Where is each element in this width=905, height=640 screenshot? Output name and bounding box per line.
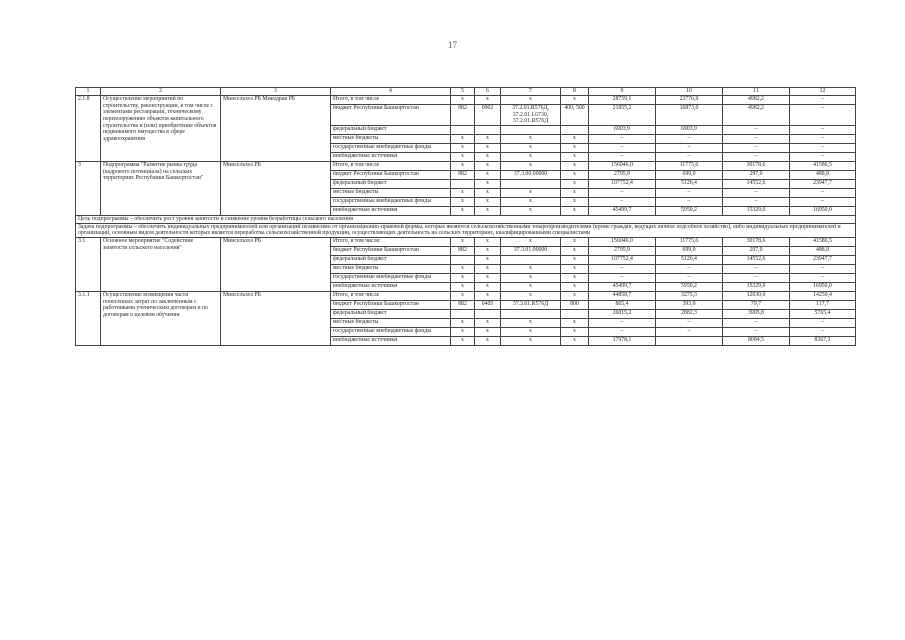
code-cell: х bbox=[475, 206, 501, 215]
amount-cell: – bbox=[656, 264, 723, 273]
funding-source: местные бюджеты bbox=[331, 188, 451, 197]
code-cell: 37.3.01.00000 bbox=[501, 246, 561, 255]
code-cell: х bbox=[451, 273, 475, 282]
amount-cell: 5950,2 bbox=[656, 206, 723, 215]
code-cell: 400, 500 bbox=[561, 105, 589, 126]
code-cell: 37.2.01.R576Д, 37.2.01.L6730, 37.2.01.R576Д bbox=[501, 105, 561, 126]
code-cell: х bbox=[501, 291, 561, 300]
amount-cell: 21855,2 bbox=[589, 105, 656, 126]
amount-cell: – bbox=[790, 273, 856, 282]
row-number: 3 bbox=[76, 161, 101, 215]
amount-cell: 2882,3 bbox=[656, 309, 723, 318]
funding-source: Итого, в том числе bbox=[331, 291, 451, 300]
code-cell: х bbox=[475, 282, 501, 291]
amount-cell: – bbox=[656, 197, 723, 206]
code-cell bbox=[475, 125, 501, 134]
amount-cell: 12030,0 bbox=[723, 291, 790, 300]
code-cell: х bbox=[561, 264, 589, 273]
funding-source: государственные внебюджетные фонды bbox=[331, 327, 451, 336]
amount-cell: 2795,9 bbox=[589, 246, 656, 255]
amount-cell: – bbox=[656, 327, 723, 336]
amount-cell: 14552,6 bbox=[723, 255, 790, 264]
amount-cell: 26015,2 bbox=[589, 309, 656, 318]
amount-cell: – bbox=[656, 318, 723, 327]
header-cell-2: 2 bbox=[101, 88, 221, 96]
amount-cell: – bbox=[723, 318, 790, 327]
funding-source: Итого, в том числе: bbox=[331, 237, 451, 246]
amount-cell: 14250,4 bbox=[790, 291, 856, 300]
code-cell: х bbox=[501, 237, 561, 246]
amount-cell: 79,7 bbox=[723, 300, 790, 309]
executor: Минсельхоз РБ bbox=[221, 237, 331, 291]
amount-cell: 156046,0 bbox=[589, 237, 656, 246]
amount-cell: – bbox=[589, 143, 656, 152]
amount-cell: – bbox=[723, 327, 790, 336]
code-cell: х bbox=[475, 264, 501, 273]
header-cell-10: 10 bbox=[656, 88, 723, 96]
amount-cell: 107752,4 bbox=[589, 179, 656, 188]
header-cell-8: 8 bbox=[561, 88, 589, 96]
code-cell: х bbox=[451, 188, 475, 197]
code-cell: х bbox=[561, 273, 589, 282]
code-cell: х bbox=[451, 318, 475, 327]
amount-cell: – bbox=[790, 105, 856, 126]
amount-cell: – bbox=[589, 327, 656, 336]
funding-source: внебюджетные источники bbox=[331, 336, 451, 345]
header-cell-6: 6 bbox=[475, 88, 501, 96]
amount-cell: – bbox=[790, 125, 856, 134]
code-cell: 882 bbox=[451, 300, 475, 309]
measure-name: Осуществление мероприятий по строительству, реконструкции, в том числе с элементами реставрации, техническому перевооружению объектов капитального строительства и (или) приобретение объектов недвижимого имущества в сфере здравоохранения bbox=[101, 96, 221, 162]
funding-source: внебюджетные источники bbox=[331, 282, 451, 291]
code-cell bbox=[451, 179, 475, 188]
amount-cell: 117,7 bbox=[790, 300, 856, 309]
code-cell: х bbox=[475, 336, 501, 345]
amount-cell: 5950,2 bbox=[656, 282, 723, 291]
code-cell: х bbox=[501, 152, 561, 161]
funding-source: бюджет Республики Башкортостан bbox=[331, 170, 451, 179]
program-table bbox=[75, 87, 856, 346]
code-cell: х bbox=[475, 237, 501, 246]
code-cell: х bbox=[501, 264, 561, 273]
code-cell: х bbox=[475, 152, 501, 161]
code-cell: х bbox=[501, 206, 561, 215]
table-row bbox=[76, 161, 856, 170]
amount-cell: 156046,0 bbox=[589, 161, 656, 170]
code-cell: 882 bbox=[451, 170, 475, 179]
amount-cell: – bbox=[790, 188, 856, 197]
code-cell: х bbox=[561, 161, 589, 170]
amount-cell: 2795,9 bbox=[589, 170, 656, 179]
header-cell-3: 3 bbox=[221, 88, 331, 96]
amount-cell: – bbox=[790, 152, 856, 161]
executor: Минсельхоз РБ bbox=[221, 291, 331, 345]
executor: Минсельхоз РБ bbox=[221, 161, 331, 215]
amount-cell: – bbox=[723, 143, 790, 152]
amount-cell: – bbox=[723, 152, 790, 161]
code-cell: х bbox=[451, 237, 475, 246]
amount-cell: 45499,7 bbox=[589, 206, 656, 215]
header-cell-1: 1 bbox=[76, 88, 101, 96]
amount-cell: 5126,4 bbox=[656, 179, 723, 188]
amount-cell: 16873,0 bbox=[656, 105, 723, 126]
row-number: 3.1.1 bbox=[76, 291, 101, 345]
code-cell bbox=[451, 125, 475, 134]
funding-source: федеральный бюджет bbox=[331, 309, 451, 318]
amount-cell: – bbox=[656, 134, 723, 143]
funding-source: местные бюджеты bbox=[331, 134, 451, 143]
code-cell: х bbox=[451, 143, 475, 152]
code-cell: х bbox=[475, 96, 501, 105]
amount-cell: 865,4 bbox=[589, 300, 656, 309]
code-cell: х bbox=[501, 197, 561, 206]
amount-cell: 5126,4 bbox=[656, 255, 723, 264]
amount-cell: 6903,9 bbox=[656, 125, 723, 134]
goal-text: Цель подпрограммы – обеспечить рост уровня занятости и снижение уровня безработицы сельского населения bbox=[76, 215, 856, 223]
code-cell: х bbox=[475, 197, 501, 206]
amount-cell: 699,0 bbox=[656, 246, 723, 255]
amount-cell: – bbox=[589, 264, 656, 273]
code-cell: х bbox=[475, 188, 501, 197]
amount-cell: – bbox=[656, 152, 723, 161]
amount-cell: 30178,6 bbox=[723, 237, 790, 246]
amount-cell: – bbox=[790, 327, 856, 336]
amount-cell: – bbox=[790, 134, 856, 143]
amount-cell: – bbox=[656, 188, 723, 197]
amount-cell: 41586,5 bbox=[790, 161, 856, 170]
code-cell: х bbox=[501, 143, 561, 152]
table-row bbox=[76, 291, 856, 300]
funding-source: местные бюджеты bbox=[331, 264, 451, 273]
funding-source: бюджет Республики Башкортостан bbox=[331, 105, 451, 126]
measure-name: Осуществление возмещения части понесенных затрат по заключенным с работниками ученическим договорам и по договорам о целевом обучении bbox=[101, 291, 221, 345]
amount-cell: 3275,3 bbox=[656, 291, 723, 300]
amount-cell: 16950,0 bbox=[790, 206, 856, 215]
code-cell bbox=[451, 255, 475, 264]
row-number: 3.1 bbox=[76, 237, 101, 291]
amount-cell: – bbox=[723, 197, 790, 206]
amount-cell: 15329,0 bbox=[723, 206, 790, 215]
header-cell-11: 11 bbox=[723, 88, 790, 96]
row-number: 2.1.8 bbox=[76, 96, 101, 162]
code-cell: х bbox=[561, 206, 589, 215]
funding-source: Итого, в том числе bbox=[331, 96, 451, 105]
code-cell: 0405 bbox=[475, 300, 501, 309]
code-cell bbox=[501, 179, 561, 188]
code-cell: х bbox=[475, 255, 501, 264]
code-cell: х bbox=[501, 336, 561, 345]
code-cell: х bbox=[451, 197, 475, 206]
table-row bbox=[76, 96, 856, 105]
amount-cell: – bbox=[589, 134, 656, 143]
code-cell: х bbox=[501, 282, 561, 291]
amount-cell: 393,0 bbox=[656, 300, 723, 309]
funding-source: внебюджетные источники bbox=[331, 206, 451, 215]
amount-cell: 5765,4 bbox=[790, 309, 856, 318]
code-cell: х bbox=[561, 170, 589, 179]
code-cell: х bbox=[561, 96, 589, 105]
goal-row bbox=[76, 215, 856, 223]
code-cell: х bbox=[561, 336, 589, 345]
code-cell: х bbox=[475, 170, 501, 179]
code-cell: х bbox=[475, 161, 501, 170]
amount-cell: 17978,1 bbox=[589, 336, 656, 345]
executor: Минсельхоз РБ Минздрав РБ bbox=[221, 96, 331, 162]
code-cell bbox=[501, 125, 561, 134]
code-cell: х bbox=[561, 179, 589, 188]
code-cell: х bbox=[561, 197, 589, 206]
amount-cell: – bbox=[723, 188, 790, 197]
code-cell: х bbox=[561, 188, 589, 197]
funding-source: бюджет Республики Башкортостан bbox=[331, 300, 451, 309]
code-cell: х bbox=[451, 96, 475, 105]
code-cell bbox=[475, 309, 501, 318]
amount-cell: 30178,6 bbox=[723, 161, 790, 170]
header-cell-5: 5 bbox=[451, 88, 475, 96]
task-row bbox=[76, 223, 856, 237]
code-cell: х bbox=[475, 143, 501, 152]
code-cell: х bbox=[561, 318, 589, 327]
amount-cell: 23947,7 bbox=[790, 179, 856, 188]
amount-cell: 41586,5 bbox=[790, 237, 856, 246]
amount-cell: – bbox=[656, 273, 723, 282]
amount-cell: 14552,6 bbox=[723, 179, 790, 188]
code-cell: х bbox=[561, 282, 589, 291]
amount-cell: – bbox=[790, 96, 856, 105]
amount-cell: 28759,1 bbox=[589, 96, 656, 105]
code-cell bbox=[561, 125, 589, 134]
amount-cell: – bbox=[723, 264, 790, 273]
code-cell: х bbox=[475, 291, 501, 300]
code-cell: 882 bbox=[451, 246, 475, 255]
code-cell: х bbox=[501, 188, 561, 197]
code-cell: х bbox=[561, 246, 589, 255]
amount-cell: 4982,2 bbox=[723, 96, 790, 105]
amount-cell: – bbox=[790, 264, 856, 273]
amount-cell: 23776,9 bbox=[656, 96, 723, 105]
code-cell bbox=[501, 255, 561, 264]
amount-cell: 488,8 bbox=[790, 246, 856, 255]
code-cell: х bbox=[451, 336, 475, 345]
amount-cell: 488,8 bbox=[790, 170, 856, 179]
funding-source: государственные внебюджетные фонды bbox=[331, 143, 451, 152]
code-cell: 882 bbox=[451, 105, 475, 126]
funding-source: государственные внебюджетные фонды bbox=[331, 197, 451, 206]
header-cell-7: 7 bbox=[501, 88, 561, 96]
table-row bbox=[76, 237, 856, 246]
code-cell: х bbox=[561, 152, 589, 161]
funding-source: государственные внебюджетные фонды bbox=[331, 273, 451, 282]
code-cell: х bbox=[475, 246, 501, 255]
code-cell: х bbox=[475, 134, 501, 143]
header-cell-4: 4 bbox=[331, 88, 451, 96]
amount-cell: 11775,6 bbox=[656, 161, 723, 170]
code-cell: х bbox=[451, 327, 475, 336]
amount-cell: 44858,7 bbox=[589, 291, 656, 300]
code-cell bbox=[561, 309, 589, 318]
code-cell: 800 bbox=[561, 300, 589, 309]
amount-cell bbox=[656, 336, 723, 345]
amount-cell: – bbox=[589, 273, 656, 282]
code-cell: х bbox=[475, 318, 501, 327]
amount-cell: – bbox=[723, 273, 790, 282]
code-cell: х bbox=[501, 96, 561, 105]
code-cell: х bbox=[561, 291, 589, 300]
code-cell: х bbox=[561, 237, 589, 246]
funding-source: внебюджетные источники bbox=[331, 152, 451, 161]
amount-cell: – bbox=[589, 152, 656, 161]
amount-cell: 4982,2 bbox=[723, 105, 790, 126]
code-cell: х bbox=[561, 134, 589, 143]
amount-cell: – bbox=[790, 197, 856, 206]
code-cell: х bbox=[561, 255, 589, 264]
funding-source: федеральный бюджет bbox=[331, 179, 451, 188]
amount-cell: – bbox=[589, 197, 656, 206]
code-cell: х bbox=[475, 179, 501, 188]
code-cell: х bbox=[451, 206, 475, 215]
amount-cell: – bbox=[589, 188, 656, 197]
funding-source: федеральный бюджет bbox=[331, 255, 451, 264]
task-text: Задача подпрограммы – обеспечить индивидуальных предпринимателей или организаций независимо от организационно-правовой формы, которые являются сельскохозяйственными товаропроизводителями (кроме граждан, ведущих личное подсобное хозяйство), либо индивидуальных предпринимателей и организаций, основным видом деятельности которых является переработка сельскохозяйственной продукции, осуществляющих деятельность на сельских территориях, квалифицированными специалистами bbox=[76, 223, 856, 237]
header-row bbox=[76, 88, 856, 96]
amount-cell: 45499,7 bbox=[589, 282, 656, 291]
code-cell: х bbox=[451, 264, 475, 273]
code-cell: х bbox=[451, 134, 475, 143]
code-cell: 37.3.01.R576Д bbox=[501, 300, 561, 309]
amount-cell: 8084,5 bbox=[723, 336, 790, 345]
code-cell: 37.3.00.00000 bbox=[501, 170, 561, 179]
code-cell: х bbox=[451, 161, 475, 170]
amount-cell: 107752,4 bbox=[589, 255, 656, 264]
code-cell: 0902 bbox=[475, 105, 501, 126]
amount-cell: 297,0 bbox=[723, 170, 790, 179]
funding-source: Итого, в том числе bbox=[331, 161, 451, 170]
amount-cell: – bbox=[589, 318, 656, 327]
amount-cell: – bbox=[790, 318, 856, 327]
code-cell: х bbox=[451, 291, 475, 300]
amount-cell: 3905,8 bbox=[723, 309, 790, 318]
amount-cell: – bbox=[723, 125, 790, 134]
amount-cell: 699,0 bbox=[656, 170, 723, 179]
amount-cell: 297,0 bbox=[723, 246, 790, 255]
header-cell-12: 12 bbox=[790, 88, 856, 96]
amount-cell: 16950,0 bbox=[790, 282, 856, 291]
code-cell bbox=[501, 309, 561, 318]
amount-cell: – bbox=[723, 134, 790, 143]
code-cell: х bbox=[561, 143, 589, 152]
page-number: 17 bbox=[448, 40, 457, 50]
amount-cell: 23947,7 bbox=[790, 255, 856, 264]
amount-cell: 8367,3 bbox=[790, 336, 856, 345]
funding-source: местные бюджеты bbox=[331, 318, 451, 327]
code-cell: х bbox=[501, 327, 561, 336]
code-cell bbox=[451, 309, 475, 318]
code-cell: х bbox=[451, 152, 475, 161]
amount-cell: 15329,0 bbox=[723, 282, 790, 291]
code-cell: х bbox=[501, 134, 561, 143]
amount-cell: – bbox=[790, 143, 856, 152]
code-cell: х bbox=[501, 161, 561, 170]
code-cell: х bbox=[501, 273, 561, 282]
measure-name: Основное мероприятие "Содействие занятости сельского населения" bbox=[101, 237, 221, 291]
funding-source: федеральный бюджет bbox=[331, 125, 451, 134]
header-cell-9: 9 bbox=[589, 88, 656, 96]
amount-cell: – bbox=[656, 143, 723, 152]
code-cell: х bbox=[475, 273, 501, 282]
amount-cell: 6903,9 bbox=[589, 125, 656, 134]
funding-source: бюджет Республики Башкортостан bbox=[331, 246, 451, 255]
code-cell: х bbox=[475, 327, 501, 336]
code-cell: х bbox=[451, 282, 475, 291]
code-cell: х bbox=[561, 327, 589, 336]
code-cell: х bbox=[501, 318, 561, 327]
measure-name: Подпрограмма "Развитие рынка труда (кадрового потенциала) на сельских территориях Республики Башкортостан" bbox=[101, 161, 221, 215]
amount-cell: 11775,6 bbox=[656, 237, 723, 246]
